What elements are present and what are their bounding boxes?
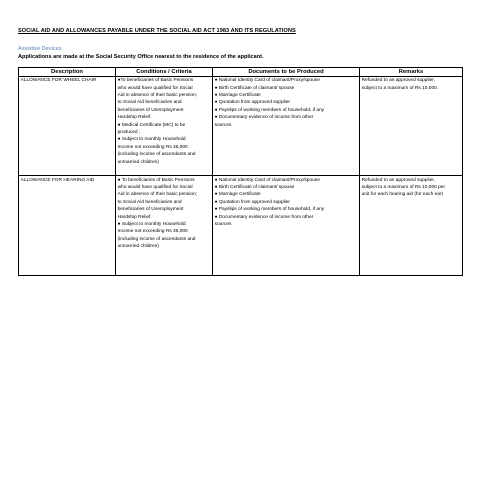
document-line: ● National Identity Card of claimant/Proxy/spouse bbox=[214, 177, 320, 183]
header-conditions: Conditions / Criteria bbox=[116, 68, 213, 77]
condition-line: beneficiaries of Unemployment bbox=[117, 107, 184, 113]
condition-line: Income not exceeding Rs 35,000 bbox=[117, 144, 188, 150]
remark-line: Refunded to an approved supplier, bbox=[361, 177, 435, 183]
condition-line: unmarried children) bbox=[117, 244, 159, 250]
row-description: ALLOWANCE FOR HEARING AID bbox=[19, 176, 116, 276]
condition-line: Hardship Relief. bbox=[117, 214, 152, 220]
allowances-table bbox=[18, 67, 463, 276]
condition-line: ● To beneficiaries of Basic Pensions bbox=[117, 177, 195, 183]
table-row bbox=[19, 76, 463, 176]
row-documents bbox=[213, 176, 360, 276]
intro-text: Applications are made at the Social Security Office nearest to the residence of the applicant. bbox=[18, 54, 264, 60]
condition-line: beneficiaries of Unemployment bbox=[117, 207, 184, 213]
condition-line: unmarried children) bbox=[117, 159, 159, 165]
condition-line: who would have qualified for Social bbox=[117, 185, 193, 190]
row-conditions bbox=[116, 176, 213, 276]
document-line: ● Documentary evidence of income from other bbox=[214, 115, 314, 121]
document-line: sources bbox=[214, 122, 232, 128]
condition-line: ● Subject to monthly Household bbox=[117, 222, 186, 228]
condition-line: ●To beneficiaries of Basic Pensions bbox=[117, 78, 194, 84]
document-line: ● Payslips of working members of household, if any bbox=[214, 207, 325, 213]
row-remarks bbox=[360, 76, 463, 176]
condition-line: ● Subject to monthly Household bbox=[117, 137, 186, 143]
condition-line: to Social Aid beneficiaries and bbox=[117, 199, 182, 205]
header-description: Description bbox=[19, 68, 116, 77]
condition-line: Aid in absence of their basic pension; bbox=[117, 192, 198, 198]
document-line: ● Marriage Certificate bbox=[214, 92, 261, 98]
condition-line: ● Medical Certificate (MC) to be bbox=[117, 122, 186, 128]
remark-line: Refunded to an approved supplier, bbox=[361, 78, 435, 84]
section-heading: Assistive Devices bbox=[18, 46, 62, 52]
row-remarks bbox=[360, 176, 463, 276]
document-line: ● National Identity Card of claimant/Proxy/spouse bbox=[214, 78, 320, 84]
condition-line: to Social Aid beneficiaries and bbox=[117, 100, 182, 106]
document-line: ● Marriage Certificate bbox=[214, 192, 261, 198]
row-documents bbox=[213, 76, 360, 176]
header-remarks: Remarks bbox=[360, 68, 463, 77]
document-line: ● Quotation from approved supplier bbox=[214, 100, 291, 106]
document-line: ● Quotation from approved supplier bbox=[214, 199, 291, 205]
row-description: ALLOWANCE FOR WHEEL CHAIR bbox=[19, 76, 116, 176]
condition-line: (including income of ascendants and bbox=[117, 236, 196, 242]
document-line: ● Payslips of working members of household, if any bbox=[214, 107, 325, 113]
remark-line: subject to a maximum of Rs 10,000. bbox=[361, 85, 439, 91]
header-documents: Documents to be Produced bbox=[213, 68, 360, 77]
condition-line: Aid in absence of their basic pension; bbox=[117, 92, 198, 98]
row-conditions bbox=[116, 76, 213, 176]
remark-line: subject to a maximum of Rs 10,000 per bbox=[361, 185, 446, 190]
document-line: ● Documentary evidence of income from other bbox=[214, 214, 314, 220]
table-header-row bbox=[19, 68, 463, 77]
condition-line: who would have qualified for Social bbox=[117, 85, 193, 91]
condition-line: (including income of ascendants and bbox=[117, 152, 196, 158]
remark-line: unit for each hearing aid (for each ear) bbox=[361, 192, 444, 198]
document-line: ● Birth Certificate of claimant/ spouse bbox=[214, 85, 295, 91]
condition-line: Income not exceeding Rs 35,000 bbox=[117, 229, 188, 235]
table-row bbox=[19, 176, 463, 276]
document-line: ● Birth Certificate of claimant/ spouse bbox=[214, 185, 295, 190]
document-line: sources bbox=[214, 222, 232, 228]
condition-line: Hardship Relief. bbox=[117, 115, 152, 121]
document-page bbox=[18, 28, 462, 276]
document-title: SOCIAL AID AND ALLOWANCES PAYABLE UNDER THE SOCIAL AID ACT 1983 AND ITS REGULATIONS bbox=[18, 28, 296, 34]
condition-line: produced ; bbox=[117, 129, 141, 135]
